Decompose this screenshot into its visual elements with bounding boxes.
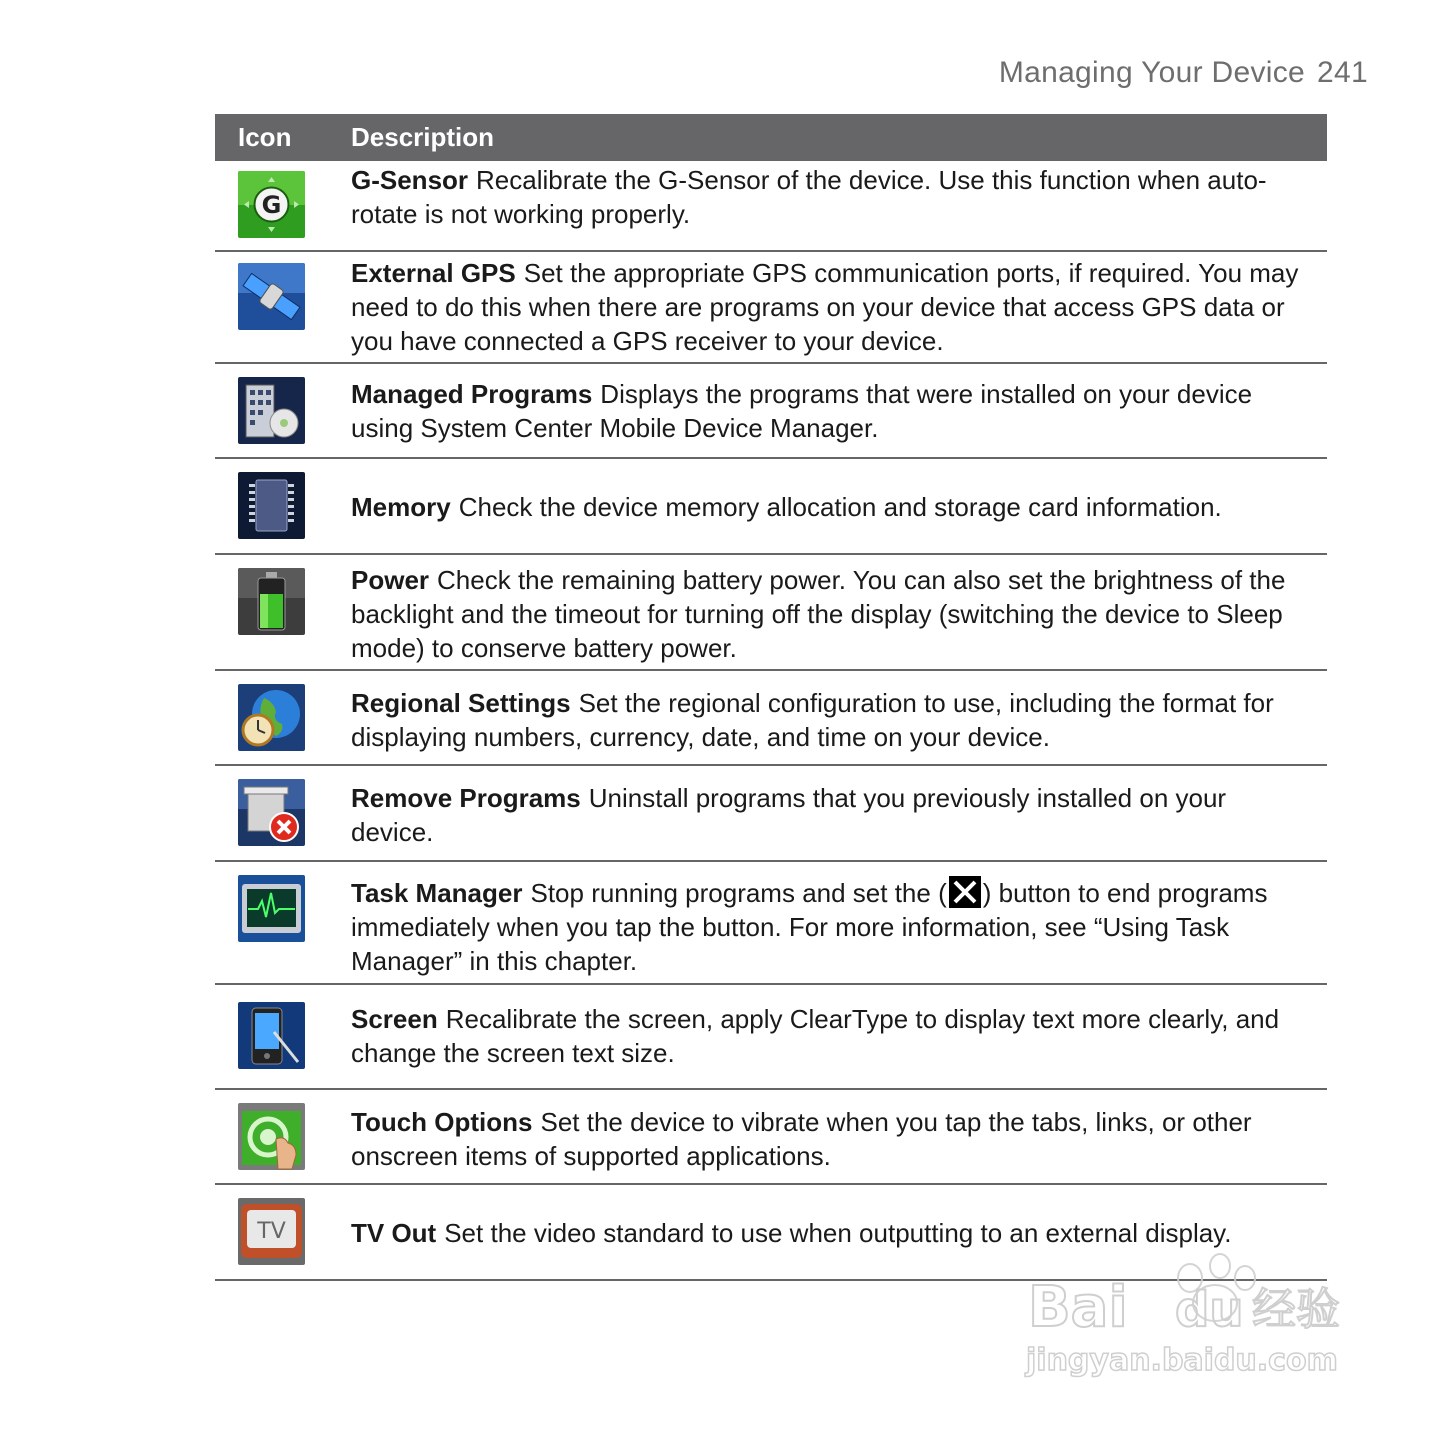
setting-name: Power <box>351 565 430 595</box>
tv-out-icon <box>238 1198 305 1265</box>
svg-text:Bai: Bai <box>1028 1275 1128 1340</box>
setting-name: Remove Programs <box>351 783 581 813</box>
row-description <box>351 1216 1307 1250</box>
settings-table <box>215 114 1327 1281</box>
setting-name: Memory <box>351 492 451 522</box>
setting-name: Screen <box>351 1004 438 1034</box>
setting-desc: ) button to end programs immediately when you tap the button. For more information, see “Using Task Manager” in this chapter. <box>351 878 1268 976</box>
setting-desc: Set the video standard to use when outputting to an external display. <box>444 1218 1232 1248</box>
baidu-watermark <box>1020 1248 1360 1388</box>
setting-desc: Uninstall programs that you previously installed on your device. <box>351 783 1227 847</box>
setting-name: Managed Programs <box>351 379 593 409</box>
row-description <box>351 563 1307 665</box>
setting-desc: Displays the programs that were installed on your device using System Center Mobile Device Manager. <box>351 379 1253 443</box>
setting-name: External GPS <box>351 258 516 288</box>
setting-desc: Stop running programs and set the ( <box>530 878 947 908</box>
setting-name: TV Out <box>351 1218 437 1248</box>
screen-icon <box>238 1002 305 1069</box>
setting-name: Touch Options <box>351 1107 533 1137</box>
close-x-icon <box>949 876 981 908</box>
regional-settings-icon <box>238 684 305 751</box>
svg-text:G: G <box>261 191 282 219</box>
touch-options-icon <box>238 1103 305 1170</box>
page-header <box>999 56 1368 90</box>
column-header-icon: Icon <box>238 122 292 152</box>
svg-text:经验: 经验 <box>1252 1284 1340 1335</box>
power-icon <box>238 568 305 635</box>
setting-name: Regional Settings <box>351 688 571 718</box>
table-row <box>215 459 1327 555</box>
managed-programs-icon <box>238 377 305 444</box>
table-row <box>215 671 1327 766</box>
row-description <box>351 1105 1307 1173</box>
chapter-title: Managing Your Device <box>998 56 1306 89</box>
remove-programs-icon <box>238 779 305 846</box>
task-manager-icon <box>238 875 305 942</box>
setting-name: Task Manager <box>351 878 523 908</box>
svg-text:TV: TV <box>257 1219 286 1244</box>
column-header-description: Description <box>351 122 495 152</box>
row-description <box>351 163 1307 231</box>
setting-desc: Set the device to vibrate when you tap the tabs, links, or other onscreen items of supported applications. <box>351 1107 1252 1171</box>
setting-desc: Set the appropriate GPS communication ports, if required. You may need to do this when there are programs on your device that access GPS data or you have connected a GPS receiver to your device. <box>351 258 1299 356</box>
row-description <box>351 490 1307 524</box>
setting-desc: Check the device memory allocation and storage card information. <box>458 492 1222 522</box>
row-description <box>351 1002 1307 1070</box>
page-number: 241 <box>1317 56 1368 89</box>
g-sensor-icon <box>238 171 305 238</box>
row-description <box>351 781 1307 849</box>
table-header <box>215 114 1327 161</box>
setting-desc: Check the remaining battery power. You can also set the brightness of the backlight and the timeout for turning off the display (switching the device to Sleep mode) to conserve battery power. <box>351 565 1286 663</box>
row-description <box>351 876 1307 978</box>
table-row <box>215 252 1327 364</box>
setting-desc: Set the regional configuration to use, including the format for displaying numbers, currency, date, and time on your device. <box>351 688 1274 752</box>
table-row <box>215 555 1327 671</box>
table-row <box>215 1090 1327 1185</box>
svg-text:jingyan.baidu.com: jingyan.baidu.com <box>1026 1343 1338 1378</box>
row-description <box>351 377 1307 445</box>
memory-icon <box>238 472 305 539</box>
table-row <box>215 862 1327 985</box>
setting-desc: Recalibrate the screen, apply ClearType to display text more clearly, and change the screen text size. <box>351 1004 1280 1068</box>
svg-text:du: du <box>1175 1282 1244 1338</box>
setting-desc: Recalibrate the G-Sensor of the device. Use this function when auto-rotate is not working properly. <box>351 165 1267 229</box>
table-row <box>215 766 1327 862</box>
row-description <box>351 686 1307 754</box>
row-description <box>351 256 1307 358</box>
table-row <box>215 985 1327 1090</box>
table-row <box>215 364 1327 459</box>
external-gps-icon <box>238 263 305 330</box>
setting-name: G-Sensor <box>351 165 469 195</box>
table-row <box>215 161 1327 252</box>
